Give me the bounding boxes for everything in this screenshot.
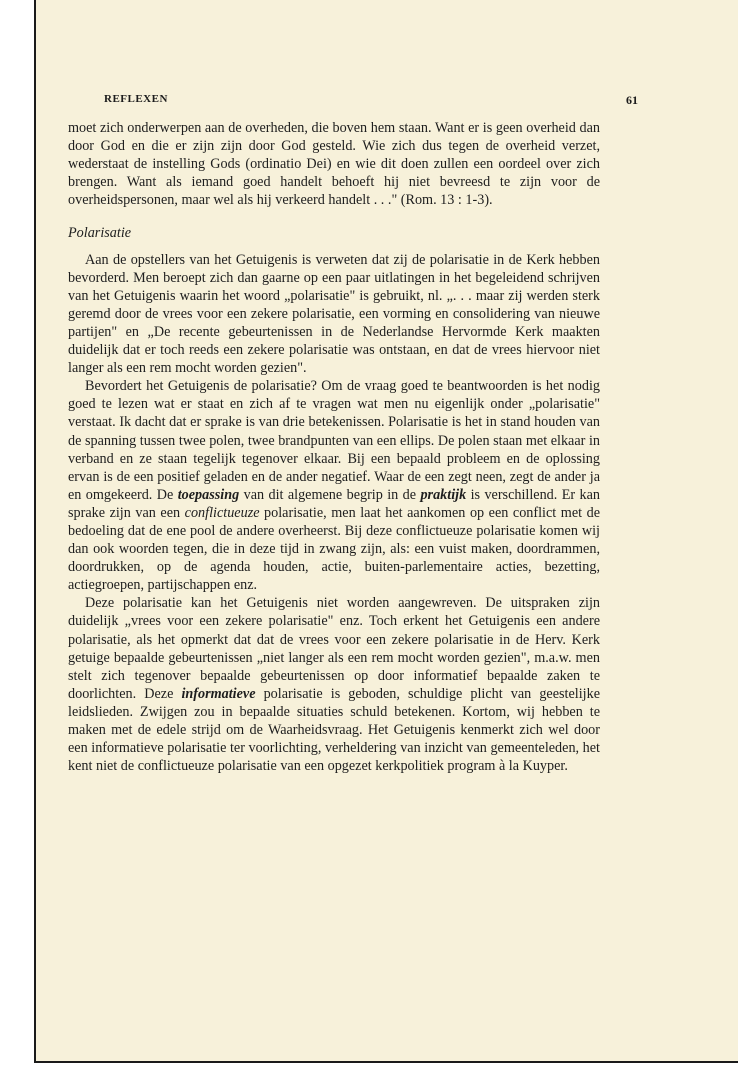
body-text xyxy=(68,119,600,775)
emphasis: informatieve xyxy=(181,685,256,702)
paragraph-continuation: moet zich onderwerpen aan de overheden, die boven hem staan. Want er is geen overheid dan door God en die er zijn zijn door God gesteld. Wie zich dus tegen de overheid verzet, wederstaat de instelling Gods (ordinatio Dei) en wie dit doen zullen een oordeel over zich brengen. Want als iemand goed handelt behoeft hij niet bevreesd te zijn voor de overheidspersonen, maar wel als hij verkeerd handelt . . ." (Rom. 13 : 1-3). xyxy=(68,120,600,209)
text-run: van dit algemene begrip in de xyxy=(239,486,421,503)
text-run: Bevordert het Getuigenis de polarisatie? Om de vraag goed te beantwoorden is het nodig goed te lezen wat er staat en zich af te vragen wat men nu eigenlijk onder „polarisatie" verstaat. Ik dacht dat er sprake is van drie betekenissen. Polarisatie is het in stand houden van de spanning tussen twee polen, twee brandpunten van een ellips. De polen staan met elkaar in verband en ze staan tegelijk tegenover elkaar. Bij een bepaald probleem en de oplossing ervan is de een positief geladen en de ander negatief. Waar de een zegt neen, zegt de ander ja en omgekeerd. De xyxy=(68,378,600,503)
running-title: REFLEXEN xyxy=(104,93,168,105)
paragraph xyxy=(68,377,600,594)
paragraph xyxy=(68,594,600,775)
emphasis: praktijk xyxy=(420,486,467,503)
text-run: polarisatie, men laat het aankomen op een conflict met de bedoeling dat de ene pool de andere overheerst. Bij deze conflictueuze polarisatie komen wij dan ook woorden tegen, die in deze tijd in zwang zijn, als: een vuist maken, doordrammen, doordrukken, op de agenda houden, actie, buiten-parlementaire acties, bezetting, actiegroepen, partijschappen enz. xyxy=(68,504,600,594)
text-run: is verschillend. Er kan sprake zijn van een xyxy=(68,486,600,521)
text-run: polarisatie is geboden, schuldige plicht van geestelijke leidslieden. Zwijgen zou in bepaalde situaties schuld betekenen. Kortom, wij hebben te maken met de edele strijd om de Waarheidsvraag. Het Getuigenis kenmerkt zich wel door een informatieve polarisatie ter voorlichting, verheldering van inzicht van gemeenteleden, het kent niet de conflictueuze polarisatie van een opgezet kerkpolitiek program à la Kuyper. xyxy=(68,685,600,775)
paragraph: Aan de opstellers van het Getuigenis is verweten dat zij de polarisatie in de Kerk hebben bevorderd. Men beroept zich dan gaarne op een paar uitlatingen in het begeleidend schrijven van het Getuigenis waarin het woord „polarisatie" is gebruikt, nl. „. . . maar zij werden sterk geremd door de vrees voor een zekere polarisatie, een vorming en consolidering van nieuwe partijen" en „De recente gebeurtenissen in de Nederlandse Hervormde Kerk maakten duidelijk dat er toch reeds een zekere polarisatie was ontstaan, en dat de vrees hiervoor niet langer als een rem mocht worden gezien". xyxy=(68,251,600,377)
page-number: 61 xyxy=(626,93,638,107)
emphasis: toepassing xyxy=(177,486,240,503)
section-heading: Polarisatie xyxy=(68,225,132,242)
emphasis: conflictueuze xyxy=(184,504,260,521)
text-run: Deze polarisatie kan het Getuigenis niet worden aangewreven. De uitspraken zijn duidelijk „vrees voor een zekere polarisatie" enz. Toch erkent het Getuigenis een andere polarisatie, als het opmerkt dat dat de vrees voor een zekere polarisatie in de Herv. Kerk getuige bepaalde gebeurtenissen „niet langer als een rem mocht worden gezien", m.a.w. men stelt zich tegenover bepaalde gebeurtenissen op door informatief bepaalde zaken te doorlichten. Deze xyxy=(68,595,600,702)
page-header xyxy=(104,93,638,109)
